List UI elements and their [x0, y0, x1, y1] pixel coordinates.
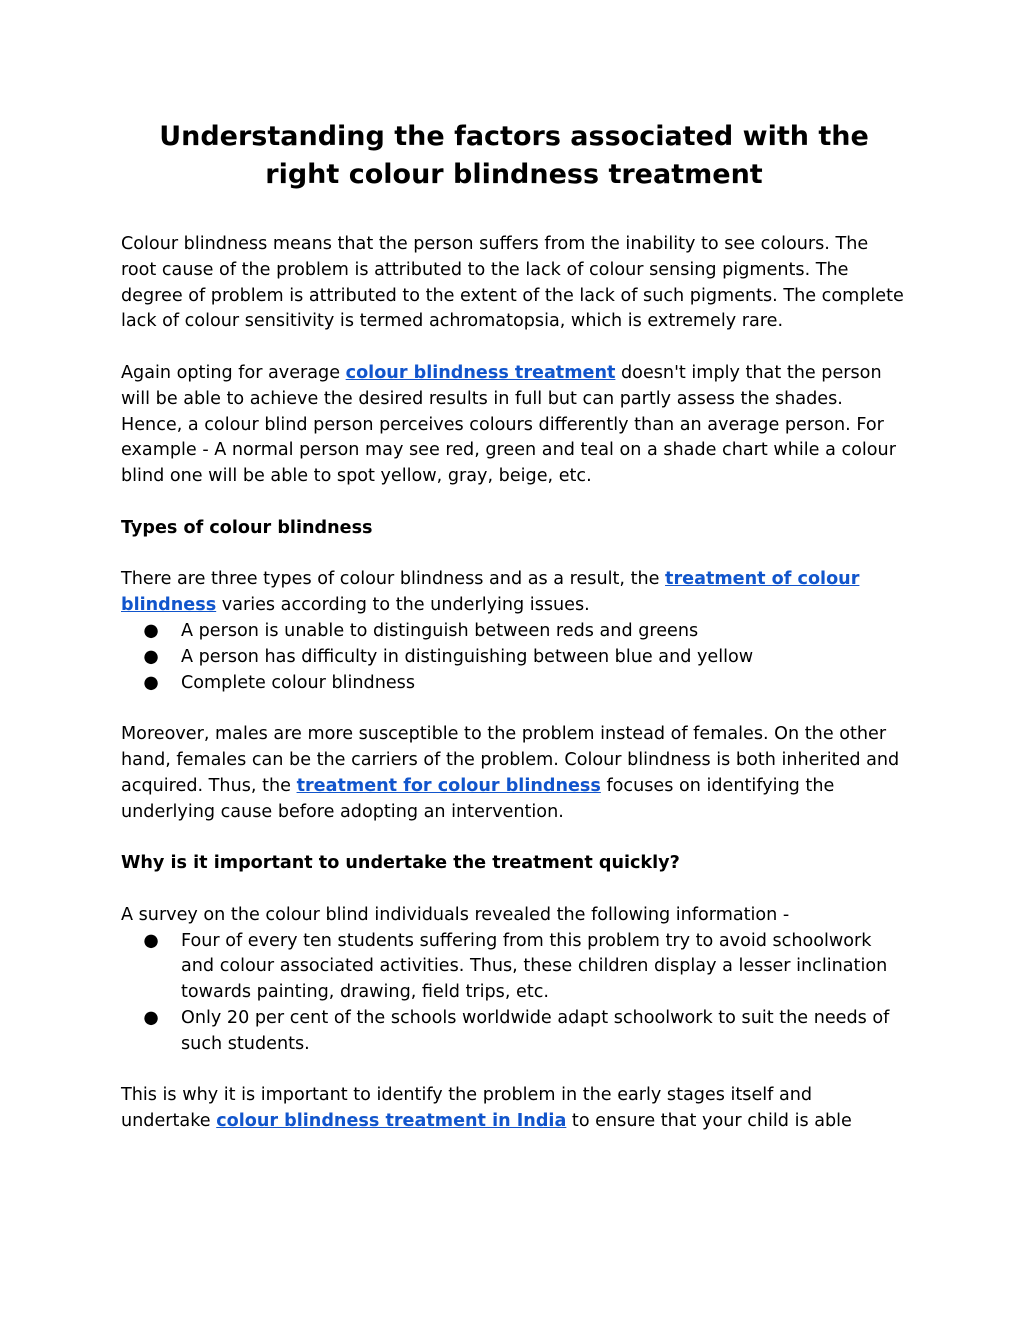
paragraph-conclusion	[121, 1083, 907, 1135]
bullet-icon: ●	[143, 646, 159, 667]
list-item-text: A person is unable to distinguish between reds and greens	[181, 620, 699, 641]
bullet-icon: ●	[143, 930, 159, 951]
paragraph-intro: Colour blindness means that the person suffers from the inability to see colours. The root cause of the problem is attributed to the lack of colour sensing pigments. The degree of problem is attributed to the extent of the lack of such pigments. The complete lack of colour sensitivity is termed achromatopsia, which is extremely rare.	[121, 234, 904, 332]
list-item-text: Complete colour blindness	[181, 672, 416, 693]
list-item-text: Four of every ten students suffering from this problem try to avoid schoolwork and colour associated activities. Thus, these children display a lesser inclination towards painting, drawing, field trips, etc.	[181, 930, 888, 1003]
link-colour-blindness-treatment[interactable]: colour blindness treatment	[345, 362, 616, 383]
text-span: There are three types of colour blindness and as a result, the	[121, 569, 666, 590]
list-survey	[121, 929, 907, 1058]
paragraph-types-intro	[121, 567, 907, 619]
paragraph-average-treatment	[121, 361, 907, 413]
link-colour-blindness-treatment-in-india[interactable]: colour blindness treatment in India	[216, 1111, 567, 1132]
text-span: This is why it is important to identify the problem in the early stages itself and undertake	[121, 1085, 813, 1132]
paragraph-susceptibility	[121, 722, 907, 825]
text-span: doesn't imply that the person will be able to achieve the desired results in full but can partly assess the shades.	[121, 362, 882, 409]
document-body	[121, 118, 907, 1135]
paragraph-perception: Hence, a colour blind person perceives colours differently than an average person. For example - A normal person may see red, green and teal on a shade chart while a colour blind one will be able to spot yellow, gray, beige, etc.	[121, 414, 896, 487]
link-treatment-for-colour-blindness[interactable]: treatment for colour blindness	[296, 775, 601, 796]
text-span: Again opting for average	[121, 362, 346, 383]
page-title: Understanding the factors associated with the right colour blindness treatment	[159, 121, 869, 190]
list-item	[121, 645, 907, 671]
list-item	[121, 671, 907, 697]
text-span: to ensure that your child is able	[566, 1111, 852, 1132]
bullet-icon: ●	[143, 672, 159, 693]
list-item	[121, 929, 907, 1006]
paragraph-survey-intro: A survey on the colour blind individuals revealed the following information -	[121, 904, 790, 925]
list-types	[121, 619, 907, 696]
heading-types: Types of colour blindness	[121, 517, 373, 538]
list-item-text: A person has difficulty in distinguishing between blue and yellow	[181, 646, 754, 667]
list-item	[121, 619, 907, 645]
heading-why: Why is it important to undertake the treatment quickly?	[121, 853, 680, 874]
bullet-icon: ●	[143, 620, 159, 641]
list-item-text: Only 20 per cent of the schools worldwide adapt schoolwork to suit the needs of such students.	[181, 1007, 890, 1054]
text-span: focuses on identifying the underlying cause before adopting an intervention.	[121, 775, 835, 822]
link-treatment-of-colour-blindness[interactable]: treatment of colour blindness	[121, 569, 860, 616]
text-span: Moreover, males are more susceptible to the problem instead of females. On the other hand, females can be the carriers of the problem. Colour blindness is both inherited and acquired. Thus, the	[121, 724, 900, 796]
bullet-icon: ●	[143, 1007, 159, 1028]
text-span: varies according to the underlying issues.	[216, 595, 590, 616]
list-item	[121, 1006, 907, 1058]
